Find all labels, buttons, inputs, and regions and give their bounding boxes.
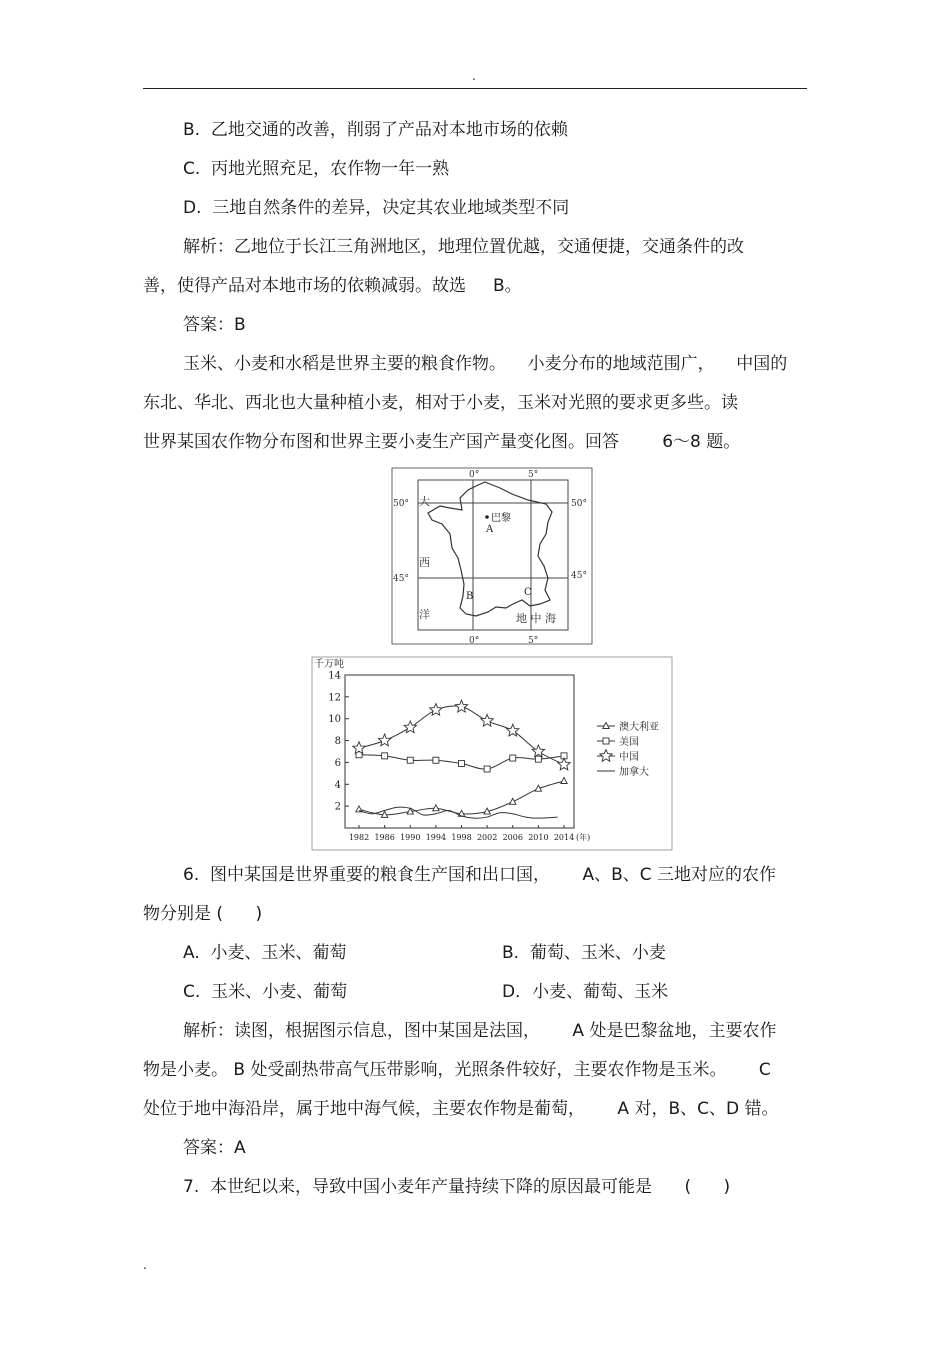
- y-tick-label: 4: [334, 779, 341, 791]
- x-tick-label: 1990: [400, 833, 421, 842]
- q7-stem-line-1: 7. 本世纪以来，导致中国小麦年产量持续下降的原因最可能是 ( ): [183, 1177, 731, 1197]
- q6-explanation-line-2: 物是小麦。 B 处受副热带高气压带影响，光照条件较好，主要农作物是玉米。 C: [143, 1060, 771, 1080]
- france-crop-map: [388, 466, 596, 648]
- x-tick-label: 1998: [451, 833, 472, 842]
- point-c-label: C: [524, 587, 532, 598]
- q6-explanation-line-1: 解析：读图，根据图示信息，图中某国是法国， A 处是巴黎盆地，主要农作: [183, 1021, 777, 1041]
- x-axis-unit-label: (年): [576, 833, 591, 842]
- data-point-square: [603, 738, 609, 744]
- lat-left-45: 45°: [393, 574, 409, 584]
- data-point-square: [459, 761, 465, 767]
- intro-line-1: 玉米、小麦和水稻是世界主要的粮食作物。 小麦分布的地域范围广， 中国的: [183, 354, 788, 374]
- wheat-production-chart: [310, 656, 676, 852]
- legend-label: 澳大利亚: [619, 722, 659, 733]
- legend-label: 加拿大: [619, 767, 649, 778]
- atlantic-char-1: 大: [419, 495, 430, 508]
- q5-explanation-line-2: 善，使得产品对本地市场的依赖减弱。故选 B。: [143, 276, 522, 296]
- y-tick-label: 14: [328, 670, 341, 682]
- q6-answer: 答案：A: [183, 1138, 246, 1158]
- lon-bottom-0: 0°: [469, 636, 480, 646]
- header-mark: .: [472, 69, 476, 83]
- y-tick-label: 8: [334, 736, 341, 748]
- q6-stem-line-1: 6. 图中某国是世界重要的粮食生产国和出口国， A、B、C 三地对应的农作: [183, 865, 777, 885]
- data-point-square: [484, 766, 490, 772]
- chart-frame: [312, 657, 672, 850]
- q5-option-c: C. 丙地光照充足，农作物一年一熟: [183, 159, 450, 179]
- header-rule: [143, 88, 807, 89]
- y-tick-label: 10: [328, 714, 341, 726]
- footer-mark: .: [143, 1258, 147, 1272]
- lon-top-0: 0°: [469, 470, 480, 480]
- q5-option-b: B. 乙地交通的改善，削弱了产品对本地市场的依赖: [183, 120, 568, 140]
- data-point-square: [433, 757, 439, 763]
- lat-right-45: 45°: [571, 571, 587, 581]
- data-point-square: [510, 755, 516, 761]
- x-tick-label: 1986: [374, 833, 395, 842]
- lon-bottom-5: 5°: [528, 636, 539, 646]
- lat-right-50: 50°: [571, 499, 587, 509]
- q6-option-a: A. 小麦、玉米、葡萄: [183, 943, 347, 963]
- x-tick-label: 2014: [553, 833, 575, 842]
- y-axis-unit-label: 千万吨: [314, 659, 344, 670]
- q6-explanation-line-3: 处位于地中海沿岸，属于地中海气候，主要农作物是葡萄， A 对，B、C、D 错。: [143, 1099, 779, 1119]
- lat-left-50: 50°: [393, 499, 409, 509]
- data-point-square: [407, 757, 413, 763]
- x-tick-label: 1982: [348, 833, 370, 842]
- atlantic-char-2: 西: [419, 556, 430, 569]
- x-tick-label: 2006: [502, 833, 523, 842]
- y-tick-label: 12: [328, 692, 341, 704]
- y-tick-label: 6: [334, 757, 341, 769]
- q6-option-d: D．小麦、葡萄、玉米: [502, 982, 669, 1002]
- intro-line-3: 世界某国农作物分布图和世界主要小麦生产国产量变化图。回答 6～8 题。: [143, 432, 741, 452]
- data-point-square: [535, 756, 541, 762]
- legend-label: 美国: [619, 737, 639, 748]
- legend-label: 中国: [619, 752, 639, 763]
- q5-explanation-line-1: 解析：乙地位于长江三角洲地区，地理位置优越，交通便捷，交通条件的改: [183, 237, 744, 257]
- lon-top-5: 5°: [528, 470, 539, 480]
- data-point-square: [382, 753, 388, 759]
- x-tick-label: 2002: [476, 833, 498, 842]
- q6-option-c: C. 玉米、小麦、葡萄: [183, 982, 348, 1002]
- q5-answer: 答案：B: [183, 315, 246, 335]
- point-a-label: A: [486, 524, 494, 535]
- x-tick-label: 2010: [528, 833, 549, 842]
- mediterranean-label: 地 中 海: [516, 612, 556, 625]
- paris-dot: [485, 515, 489, 519]
- q5-option-d: D. 三地自然条件的差异，决定其农业地域类型不同: [183, 198, 570, 218]
- point-b-label: B: [466, 591, 474, 602]
- x-tick-label: 1994: [425, 833, 447, 842]
- q6-stem-line-2: 物分别是 ( ): [143, 904, 263, 924]
- q6-option-b: B. 葡萄、玉米、小麦: [502, 943, 666, 963]
- intro-line-2: 东北、华北、西北也大量种植小麦，相对于小麦，玉米对光照的要求更多些。读: [143, 393, 738, 413]
- atlantic-char-3: 洋: [419, 608, 430, 621]
- y-tick-label: 2: [334, 801, 341, 813]
- paris-label: 巴黎: [491, 513, 511, 524]
